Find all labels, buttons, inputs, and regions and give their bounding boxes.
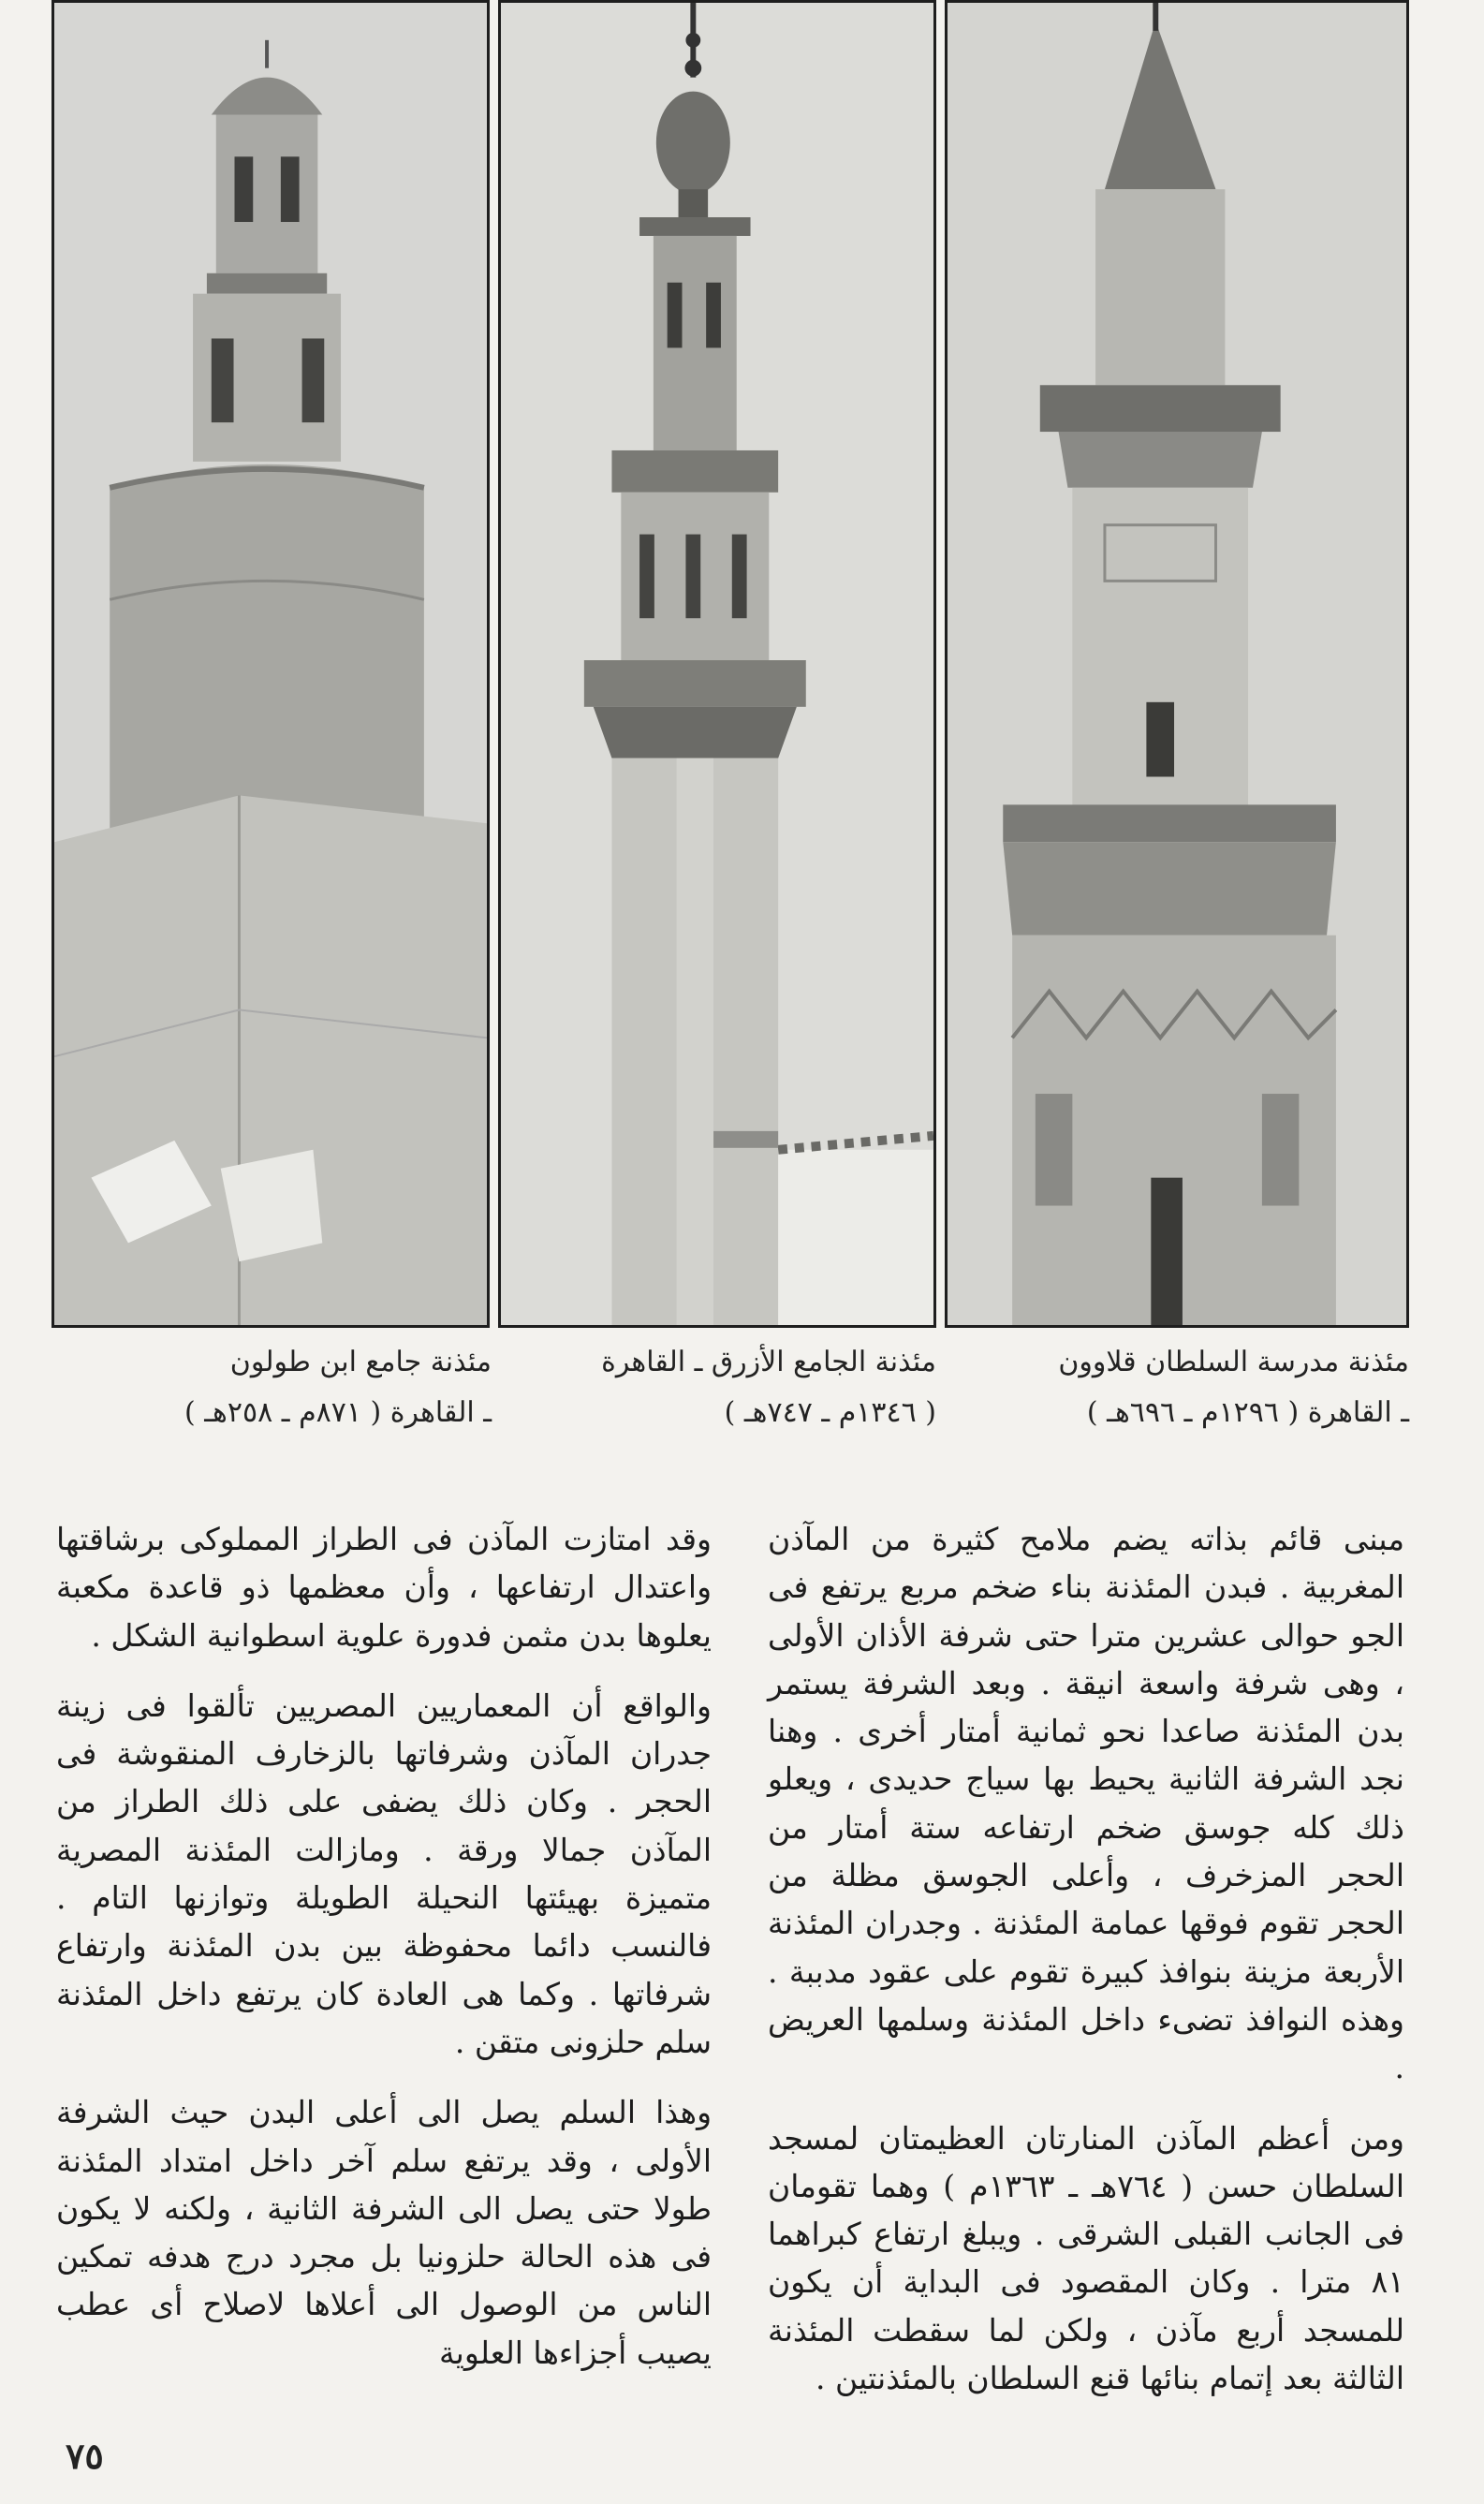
paragraph: وقد امتازت المآذن فى الطراز المملوكى برشاقتها واعتدال ارتفاعها ، وأن معظمها ذو قاعدة مكعبة يعلوها بدن مثمن فدورة علوية اسطوانية الشكل .: [56, 1521, 712, 1654]
paragraph: مبنى قائم بذاته يضم ملامح كثيرة من المآذن المغربية . فبدن المئذنة بناء ضخم مربع يرتفع فى الجو حوالى عشرين مترا حتى شرفة الأذان الأولى ، وهى شرفة واسعة انيقة . وبعد الشرفة يستمر بدن المئذنة صاعدا نحو ثمانية أمتار أخرى . وهنا نجد الشرفة الثانية يحيط بها سياج حديدى ، ويعلو ذلك كله جوسق ضخم ارتفاعه ستة أمتار من الحجر المزخرف ، وأعلى الجوسق مظلة من الحجر تقوم فوقها عمامة المئذنة . وجدران المئذنة الأربعة مزينة بنوافذ كبيرة تقوم على عقود مدببة . وهذه النوافذ تضىء داخل المئذنة وسلمها العريض .: [768, 1521, 1404, 2086]
paragraph: والواقع أن المعماريين المصريين تألقوا فى زينة جدران المآذن وشرفاتها بالزخارف المنقوشة فى الحجر . وكان ذلك يضفى على ذلك الطراز من المآذن جمالا ورقة . ومازالت المئذنة المصرية متميزة بهيئتها النحيلة الطويلة وتوازنها التام . فالنسب دائما محفوظة بين بدن المئذنة وارتفاع شرفاتها . وكما هى العادة كان يرتفع داخل المئذنة سلم حلزونى متقن .: [56, 1687, 712, 2060]
paragraph: وهذا السلم يصل الى أعلى البدن حيث الشرفة الأولى ، وقد يرتفع سلم آخر داخل امتداد المئذنة طولا حتى يصل الى الشرفة الثانية ، ولكنه لا يكون فى هذه الحالة حلزونيا بل مجرد درج هدفه تمكين الناس من الوصول الى أعلاها لاصلاح أى عطب يصيب أجزاءها العلوية: [56, 2094, 712, 2371]
caption-title: مئذنة مدرسة السلطان قلاوون: [1058, 1346, 1409, 1378]
photo-blue-mosque-minaret: [498, 0, 936, 1328]
caption-title: مئذنة جامع ابن طولون: [229, 1346, 492, 1378]
caption-date: ـ القاهرة ( ٨٧١م ـ ٢٥٨هـ ): [184, 1396, 492, 1429]
caption-date: ـ القاهرة ( ١٢٩٦م ـ ٦٩٦هـ ): [1086, 1396, 1409, 1429]
caption-qalawun: [945, 1337, 1409, 1438]
text-column-left: [56, 1515, 712, 2399]
paragraph: ومن أعظم المآذن المنارتان العظيمتان لمسجد السلطان حسن ( ٧٦٤هـ ـ ١٣٦٣م ) وهما تقومان فى الجانب القبلى الشرقى . ويبلغ ارتفاع كبراهما ٨١ مترا . وكان المقصود فى البداية أن يكون للمسجد أربع مآذن ، ولكن لما سقطت المئذنة الثالثة بعد إتمام بنائها قنع السلطان بالمئذنتين .: [768, 2119, 1405, 2397]
caption-date: ( ١٣٤٦م ـ ٧٤٧هـ ): [724, 1396, 936, 1429]
qalawun-minaret-image: [948, 3, 1406, 1325]
text-column-right: [768, 1515, 1404, 2424]
caption-blue-mosque: [498, 1337, 936, 1438]
blue-mosque-minaret-image: [501, 3, 933, 1325]
caption-ibn-tulun: [51, 1337, 492, 1438]
page-number: ٧٥: [66, 2435, 104, 2477]
photo-qalawun-minaret: [945, 0, 1409, 1328]
photo-ibn-tulun-minaret: [51, 0, 490, 1328]
caption-title: مئذنة الجامع الأزرق ـ القاهرة: [601, 1346, 936, 1378]
ibn-tulun-minaret-image: [54, 3, 487, 1325]
